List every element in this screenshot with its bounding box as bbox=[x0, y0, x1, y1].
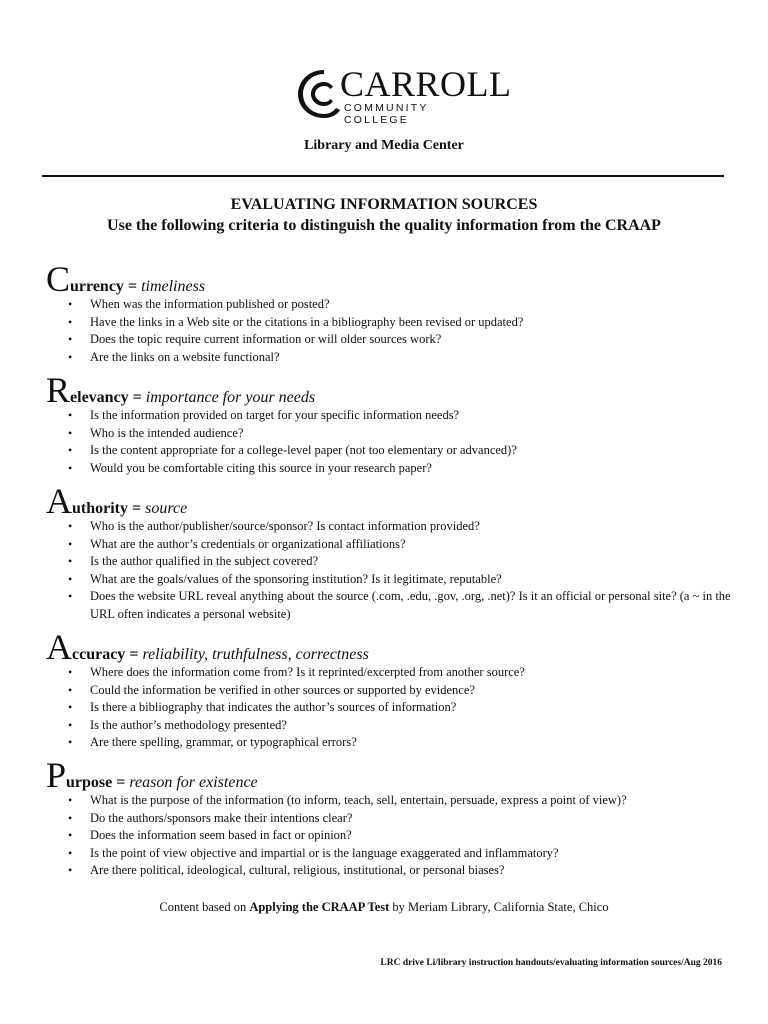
list-item: • Is the content appropriate for a college-level paper (not too elementary or advanced)? bbox=[90, 442, 736, 460]
list-item: • Who is the author/publisher/source/sponsor? Is contact information provided? bbox=[90, 518, 736, 536]
credit-suffix: by Meriam Library, California State, Chico bbox=[389, 900, 609, 914]
section-equals: = bbox=[128, 500, 146, 517]
list-item: • Who is the intended audience? bbox=[90, 425, 736, 443]
college-logo bbox=[294, 62, 512, 126]
list-item: • Would you be comfortable citing this source in your research paper? bbox=[90, 460, 736, 478]
criteria-list bbox=[46, 792, 736, 880]
section-equals: = bbox=[123, 278, 142, 295]
list-item: • Are the links on a website functional? bbox=[90, 349, 736, 367]
criteria-list bbox=[46, 407, 736, 477]
section-description: timeliness bbox=[141, 278, 206, 295]
list-item: • Have the links in a Web site or the citations in a bibliography been revised or updated? bbox=[90, 314, 736, 332]
section-initial: A bbox=[46, 627, 72, 667]
section-authority bbox=[46, 481, 736, 623]
section-word: elevancy bbox=[70, 389, 129, 406]
list-item: • Where does the information come from? Is it reprinted/excerpted from another source? bbox=[90, 664, 736, 682]
list-item: • When was the information published or posted? bbox=[90, 296, 736, 314]
section-currency bbox=[46, 259, 736, 366]
section-heading bbox=[46, 370, 736, 410]
list-item: • Does the topic require current information or will older sources work? bbox=[90, 331, 736, 349]
section-initial: A bbox=[46, 481, 72, 521]
section-word: uthority bbox=[72, 500, 128, 517]
credit-prefix: Content based on bbox=[159, 900, 250, 914]
section-equals: = bbox=[125, 646, 143, 663]
section-description: reliability, truthfulness, correctness bbox=[142, 646, 369, 663]
list-item: • Is there a bibliography that indicates the author’s sources of information? bbox=[90, 699, 736, 717]
section-initial: C bbox=[46, 259, 71, 299]
section-equals: = bbox=[128, 389, 146, 406]
section-word: urpose bbox=[66, 774, 113, 791]
section-initial: P bbox=[46, 755, 67, 795]
library-name: Library and Media Center bbox=[304, 138, 464, 153]
list-item: • Do the authors/sponsors make their intentions clear? bbox=[90, 810, 736, 828]
header-divider bbox=[42, 175, 724, 177]
section-initial: R bbox=[46, 370, 71, 410]
section-equals: = bbox=[112, 774, 130, 791]
list-item: • Is the information provided on target for your specific information needs? bbox=[90, 407, 736, 425]
list-item: • Is the author’s methodology presented? bbox=[90, 717, 736, 735]
section-heading bbox=[46, 755, 736, 795]
list-item: • What are the goals/values of the sponsoring institution? Is it legitimate, reputable? bbox=[90, 571, 736, 589]
list-item: • What are the author’s credentials or organizational affiliations? bbox=[90, 536, 736, 554]
page-subtitle: Use the following criteria to distinguish the quality information from the CRAAP bbox=[107, 217, 661, 234]
list-item: • Could the information be verified in other sources or supported by evidence? bbox=[90, 682, 736, 700]
list-item: • Is the author qualified in the subject covered? bbox=[90, 553, 736, 571]
section-heading bbox=[46, 481, 736, 521]
list-item: • Are there spelling, grammar, or typographical errors? bbox=[90, 734, 736, 752]
logo-subtitle: COMMUNITY COLLEGE bbox=[344, 102, 429, 126]
content-credit bbox=[0, 900, 768, 915]
footer-path: LRC drive Li/library instruction handouts/evaluating information sources/Aug 2016 bbox=[380, 958, 722, 968]
criteria-list bbox=[46, 518, 736, 623]
section-heading bbox=[46, 627, 736, 667]
section-relevancy bbox=[46, 370, 736, 477]
section-word: urrency bbox=[70, 278, 124, 295]
list-item: • Are there political, ideological, cultural, religious, institutional, or personal biases? bbox=[90, 862, 736, 880]
credit-title: Applying the CRAAP Test bbox=[249, 900, 390, 914]
section-purpose bbox=[46, 755, 736, 880]
list-item: • What is the purpose of the information (to inform, teach, sell, entertain, persuade, express a point of view)? bbox=[90, 792, 736, 810]
section-accuracy bbox=[46, 627, 736, 752]
section-heading bbox=[46, 259, 736, 299]
list-item: • Does the website URL reveal anything about the source (.com, .edu, .gov, .org, .net)? Is it an official or personal site? (a ~ in the URL often indicates a personal website) bbox=[90, 588, 736, 623]
section-description: source bbox=[145, 500, 188, 517]
section-description: importance for your needs bbox=[145, 389, 316, 406]
logo-name: CARROLL bbox=[340, 64, 512, 104]
criteria-list bbox=[46, 664, 736, 752]
list-item: • Does the information seem based in fact or opinion? bbox=[90, 827, 736, 845]
carroll-logo-icon bbox=[294, 64, 342, 122]
criteria-list bbox=[46, 296, 736, 366]
page-title: EVALUATING INFORMATION SOURCES bbox=[230, 196, 538, 213]
section-word: ccuracy bbox=[72, 646, 126, 663]
list-item: • Is the point of view objective and impartial or is the language exaggerated and inflammatory? bbox=[90, 845, 736, 863]
section-description: reason for existence bbox=[129, 774, 258, 791]
